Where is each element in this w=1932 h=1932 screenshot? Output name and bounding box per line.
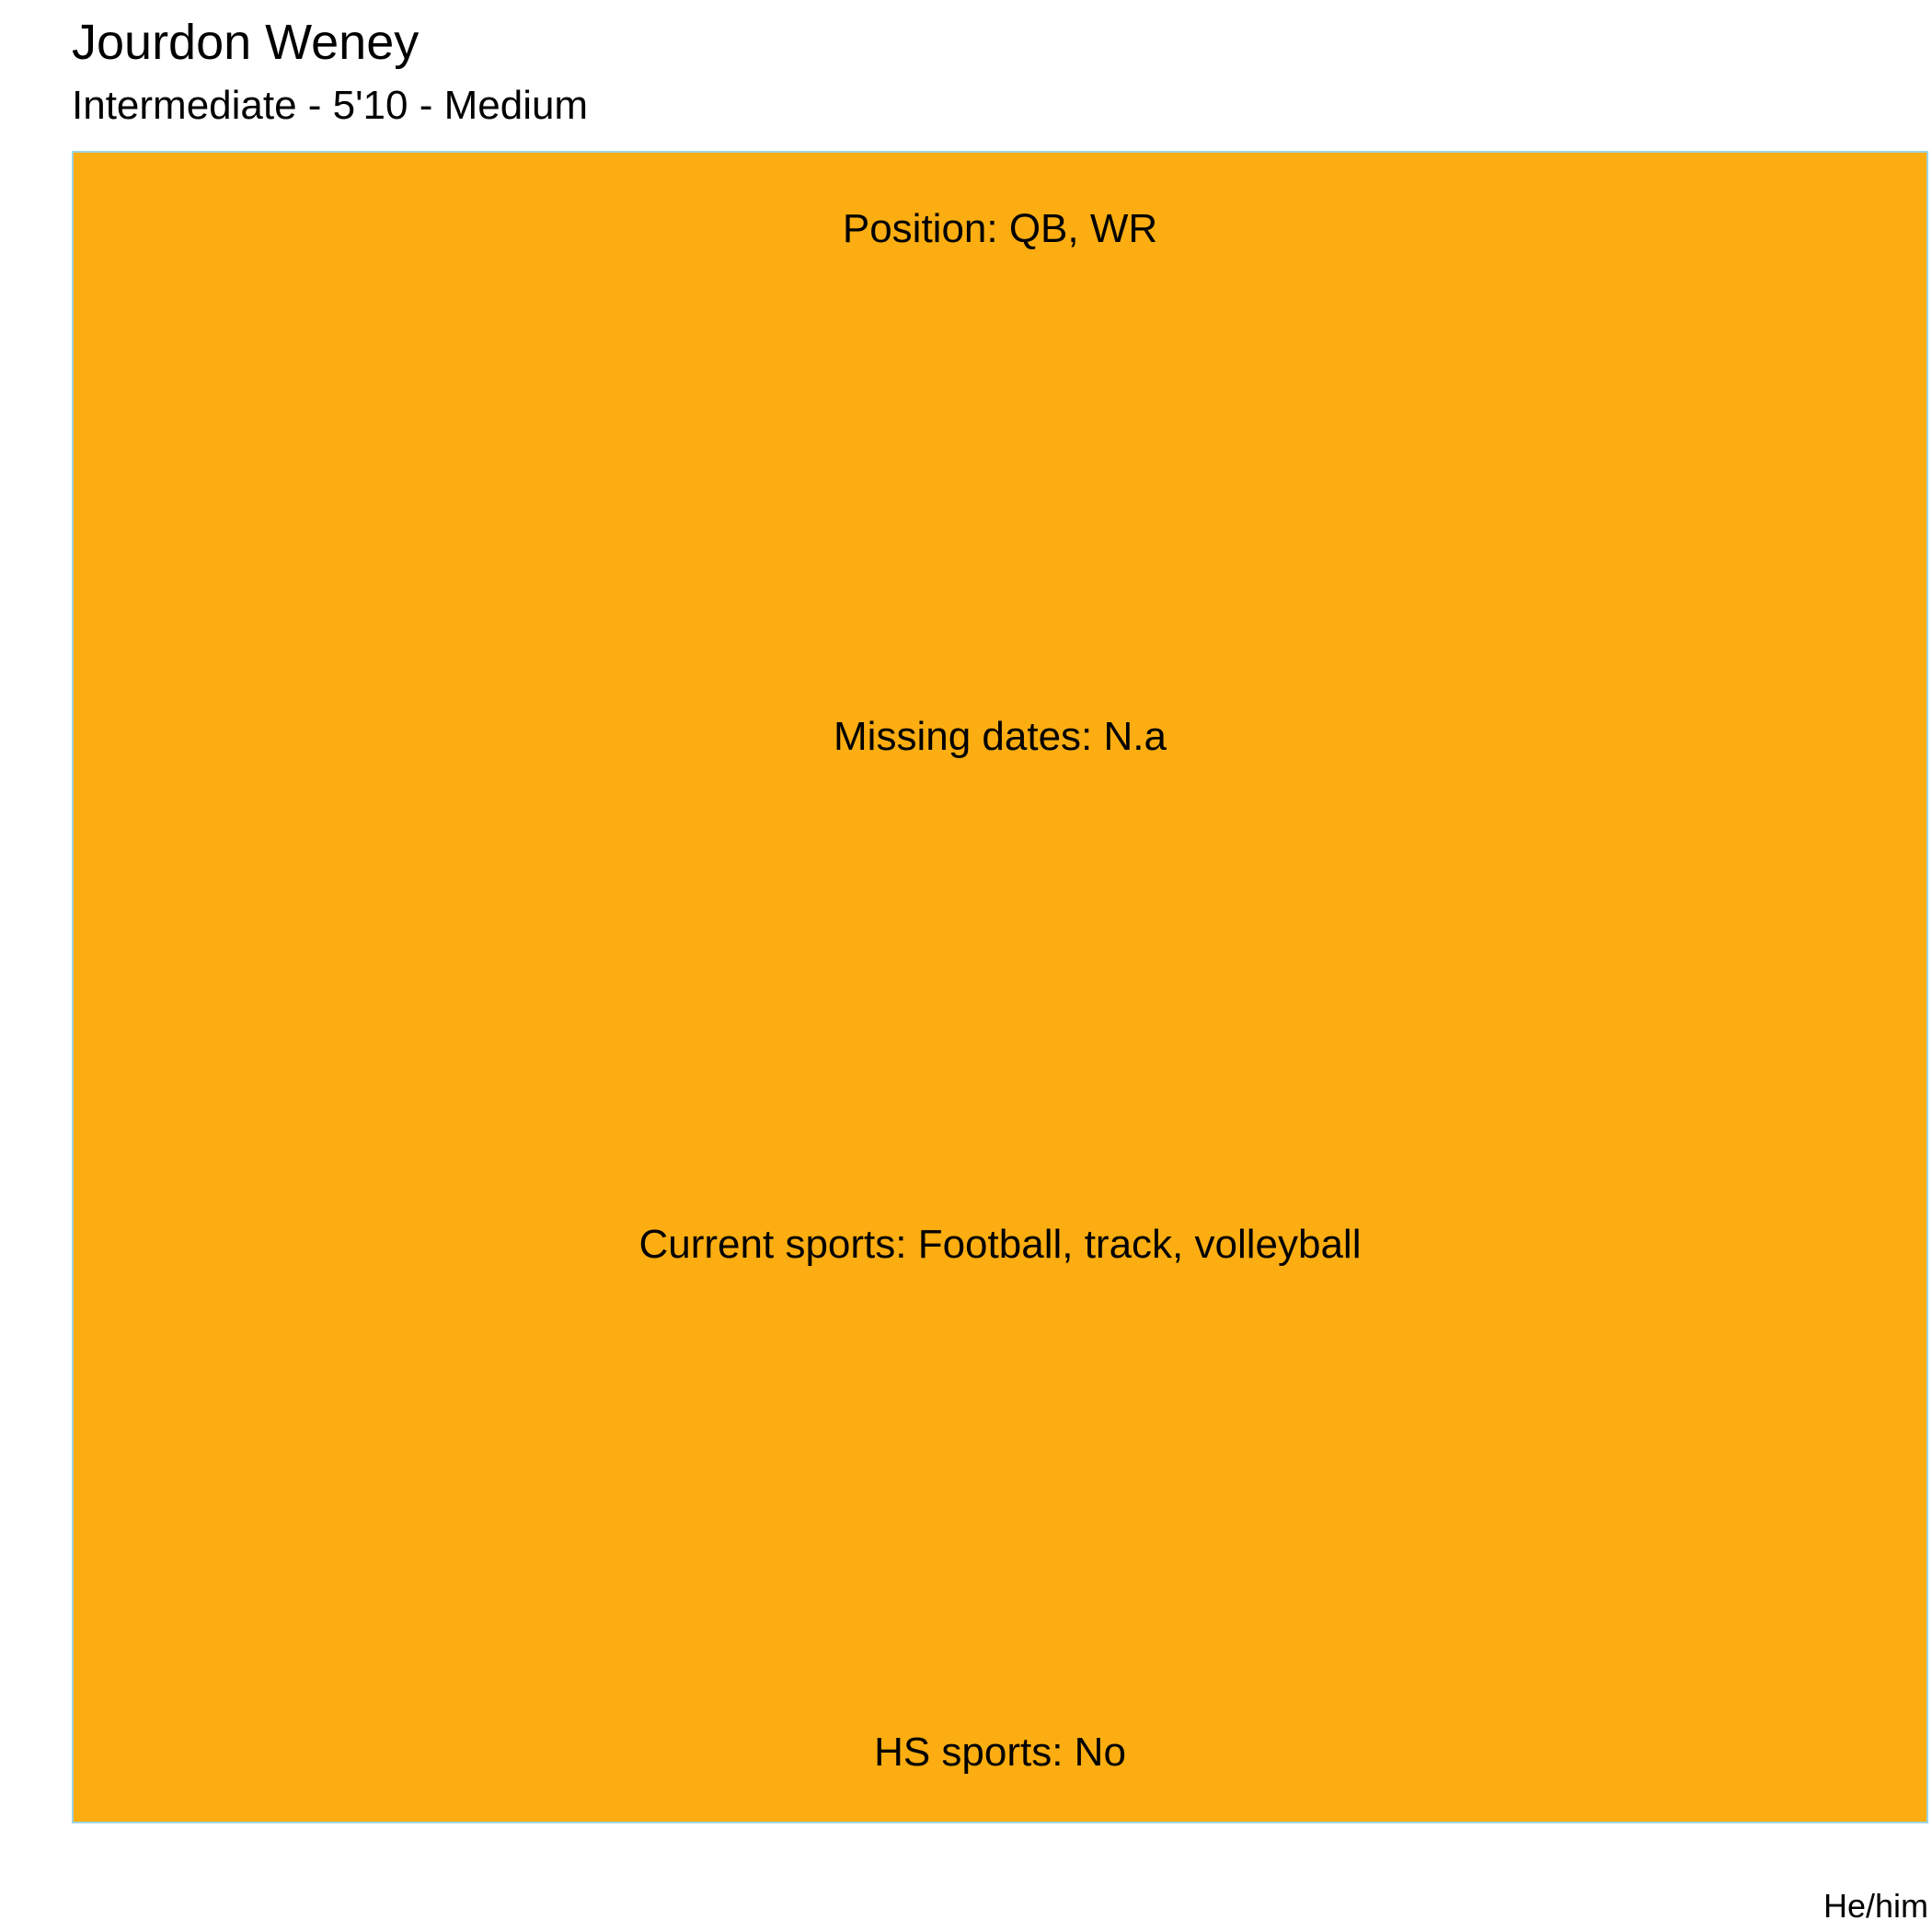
- player-subtitle: Intermediate - 5'10 - Medium: [72, 83, 589, 128]
- hs-sports-field: HS sports: No: [874, 1730, 1126, 1775]
- player-name-title: Jourdon Weney: [72, 15, 420, 70]
- position-field: Position: QB, WR: [842, 206, 1158, 251]
- pronouns-caption: He/him: [1823, 1887, 1928, 1925]
- missing-dates-field: Missing dates: N.a: [834, 714, 1167, 759]
- info-panel: [72, 151, 1928, 1823]
- current-sports-field: Current sports: Football, track, volleyball: [638, 1222, 1362, 1267]
